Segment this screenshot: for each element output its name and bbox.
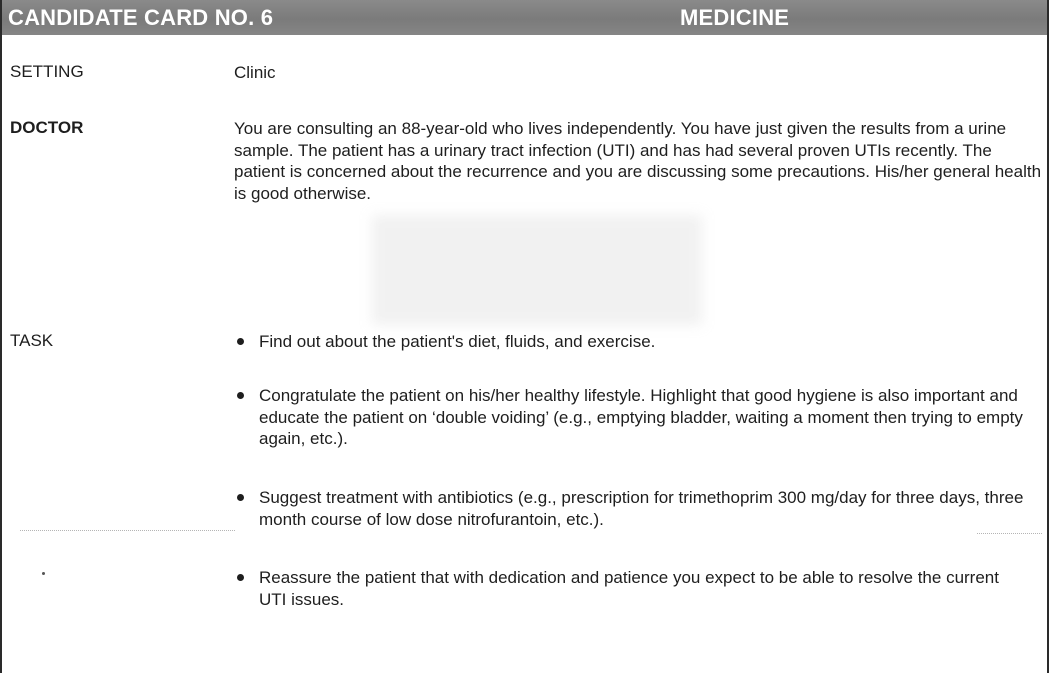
task-item [234,567,1024,610]
doctor-label: DOCTOR [10,118,84,137]
setting-label: SETTING [10,62,84,81]
scan-artifact-line [977,533,1042,534]
task-item [234,385,1024,450]
scan-artifact-line [20,530,235,531]
setting-value: Clinic [234,63,276,82]
task-item-text: Reassure the patient that with dedication and patience you expect to be able to resolve the current UTI issues. [259,568,999,609]
task-item-text: Congratulate the patient on his/her healthy lifestyle. Highlight that good hygiene is also important and educate the patient on ‘double voiding’ (e.g., emptying bladder, waiting a moment then trying to empty again, etc.). [259,386,1023,448]
scan-speck [42,572,45,575]
doctor-text: You are consulting an 88-year-old who lives independently. You have just given the results from a urine sample. The patient has a urinary tract infection (UTI) and has had several proven UTIs recently. The patient is concerned about the recurrence and you are discussing some precautions. His/her general health is good otherwise. [234,119,1042,203]
bullet-icon [237,392,244,399]
card-subject: MEDICINE [680,5,790,30]
task-item [234,331,1024,353]
bullet-icon [237,494,244,501]
scan-smudge [372,215,702,325]
bullet-icon [237,574,244,581]
card-header [2,0,1047,35]
bullet-icon [237,338,244,345]
task-label: TASK [10,331,54,350]
card-title: CANDIDATE CARD NO. 6 [8,5,274,30]
task-item-text: Suggest treatment with antibiotics (e.g., prescription for trimethoprim 300 mg/day for three days, three month course of low dose nitrofurantoin, etc.). [259,488,1024,529]
task-item [234,487,1024,530]
task-item-text: Find out about the patient's diet, fluids, and exercise. [259,332,656,351]
